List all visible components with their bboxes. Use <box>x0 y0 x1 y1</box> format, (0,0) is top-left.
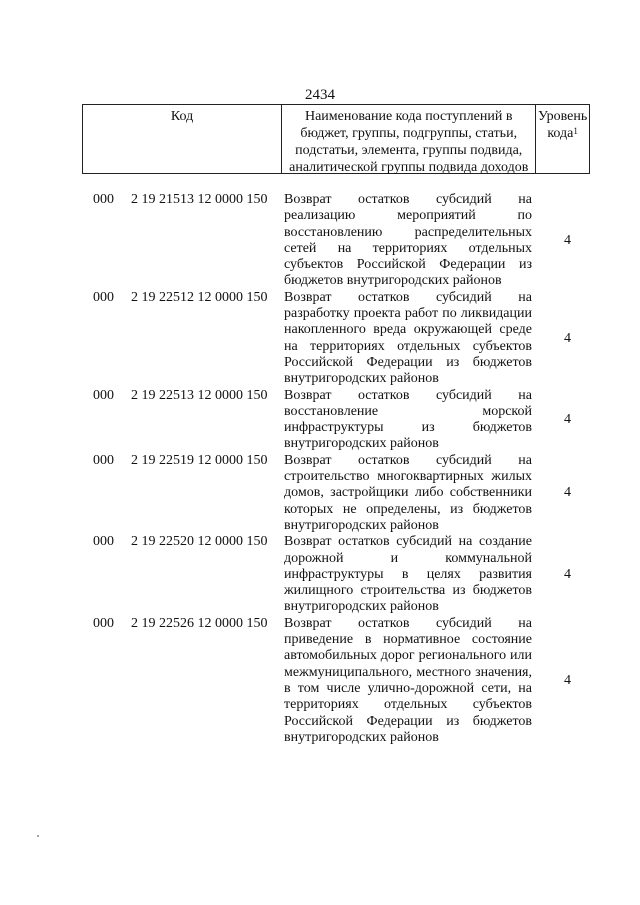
code-level: 4 <box>564 330 571 346</box>
header-level-label: Уровень кода <box>537 109 588 141</box>
code-level: 4 <box>564 232 571 248</box>
income-code: 2 19 22512 12 0000 150 <box>131 289 268 305</box>
page-number: 2434 <box>305 87 335 103</box>
header-name: Наименование кода поступлений в бюджет, группы, подгруппы, статьи, подстатьи, элемента, группы подвида, аналитической группы подвида доходов <box>282 105 536 173</box>
table-body <box>0 192 640 746</box>
code-level: 4 <box>564 412 571 428</box>
income-description: Возврат остатков субсидий на приведение в нормативное состояние автомобильных дорог регионального или межмуниципального, местного значения, в том числе улично-дорожной сети, на территориях отдельных субъектов Российской Федерации из бюджетов внутригородских районов <box>284 615 532 745</box>
admin-code: 000 <box>93 615 114 631</box>
income-code: 2 19 21513 12 0000 150 <box>131 192 268 207</box>
income-code: 2 19 22513 12 0000 150 <box>131 387 268 403</box>
admin-code: 000 <box>93 192 114 207</box>
income-code: 2 19 22520 12 0000 150 <box>131 534 268 550</box>
table-row <box>0 290 640 388</box>
table-row <box>0 453 640 534</box>
income-description: Возврат остатков субсидий на восстановление морской инфраструктуры из бюджетов внутригородских районов <box>284 387 532 452</box>
admin-code: 000 <box>93 452 114 468</box>
code-level: 4 <box>564 672 571 688</box>
admin-code: 000 <box>93 289 114 305</box>
income-description: Возврат остатков субсидий на создание дорожной и коммунальной инфраструктуры в целях развития жилищного строительства из бюджетов внутригородских районов <box>284 534 532 615</box>
header-code: Код <box>83 105 282 173</box>
table-row <box>0 192 640 290</box>
code-level: 4 <box>564 566 571 582</box>
admin-code: 000 <box>93 387 114 403</box>
table-row <box>0 616 640 746</box>
code-level: 4 <box>564 485 571 501</box>
income-code: 2 19 22526 12 0000 150 <box>131 615 268 631</box>
scan-speck <box>37 835 39 837</box>
table-row <box>0 388 640 453</box>
header-level <box>536 105 589 173</box>
income-description: Возврат остатков субсидий на разработку проекта работ по ликвидации накопленного вреда окружающей среде на территориях отдельных субъектов Российской Федерации из бюджетов внутригородских районов <box>284 289 532 387</box>
footnote-marker: 1 <box>573 126 578 136</box>
admin-code: 000 <box>93 534 114 550</box>
income-code: 2 19 22519 12 0000 150 <box>131 452 268 468</box>
income-description: Возврат остатков субсидий на строительство многоквартирных жилых домов, застройщики либо собственники которых не определены, из бюджетов внутригородских районов <box>284 452 532 533</box>
income-description: Возврат остатков субсидий на реализацию мероприятий по восстановлению распределительных сетей на территориях отдельных субъектов Российской Федерации из бюджетов внутригородских районов <box>284 192 532 289</box>
table-header <box>82 104 590 174</box>
table-row <box>0 534 640 615</box>
